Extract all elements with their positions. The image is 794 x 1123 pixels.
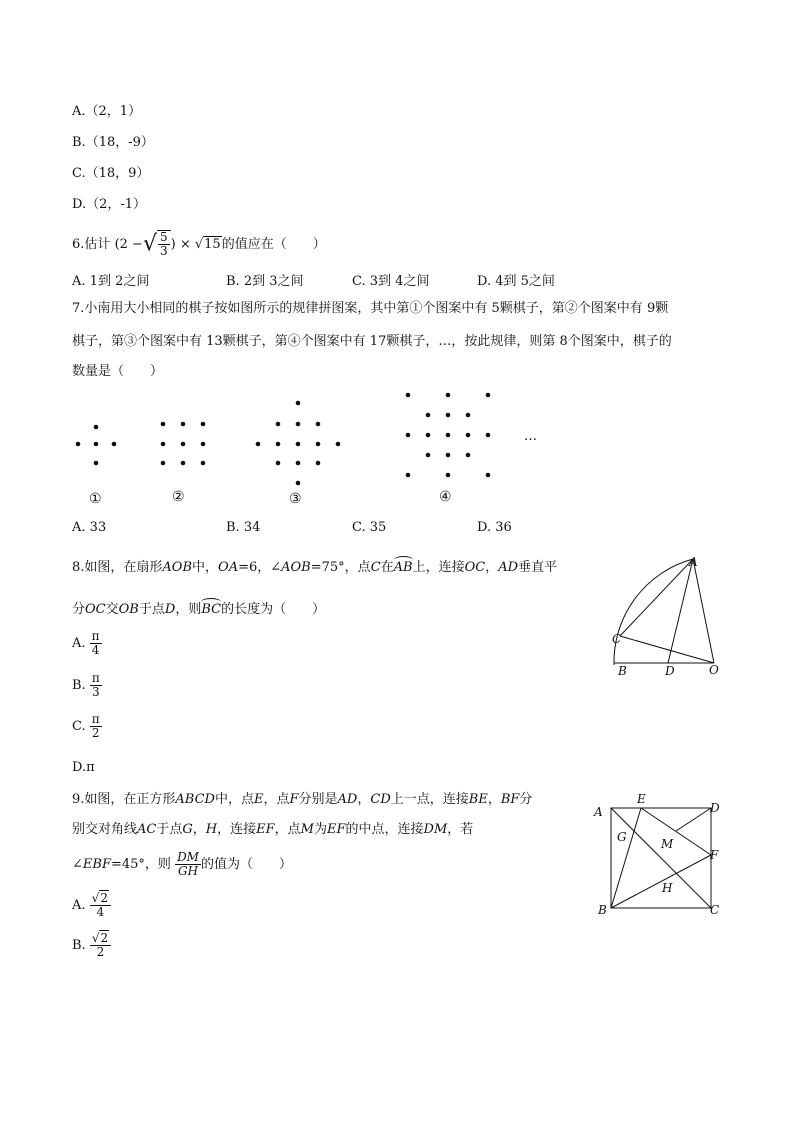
q6-sqrt-sign-2: √	[194, 237, 204, 252]
q6-option-d-label: D.	[477, 274, 492, 289]
q9-line-2: 别交对角线AC于点G，H，连接EF，点M为EF的中点，连接DM，若	[72, 822, 474, 837]
q7-pattern-4	[406, 393, 491, 478]
q6-radicand: 15	[204, 237, 221, 252]
q9-label-e: E	[637, 792, 646, 806]
q6-option-c-label: C.	[352, 274, 366, 289]
q8-arc-bc: BC	[201, 598, 221, 619]
q5-option-c	[72, 165, 149, 183]
q7-line-2: 棋子，第③个图案中有 13颗棋子，第④个图案中有 17颗棋子，…，按此规律，则第 8个图案中，棋子的	[72, 334, 672, 349]
q7-option-a-text: 33	[89, 520, 107, 535]
q6-frac-num: 5	[159, 230, 168, 244]
q7-option-d-label: D.	[477, 520, 492, 535]
q8-segment-oa	[693, 559, 714, 663]
q5-option-b-text: （18，-9）	[85, 135, 154, 150]
q7-fig-label-1: ①	[89, 491, 102, 507]
q9-label-h: H	[662, 881, 673, 895]
q7-ellipsis: …	[524, 429, 537, 444]
q9-option-a: A. $\frac{√2}{4}$	[72, 892, 111, 919]
q6-option-d	[477, 270, 555, 289]
q7-pattern-1	[76, 425, 117, 466]
q8-sector-figure	[604, 552, 744, 682]
q6-stem	[72, 230, 326, 259]
q7-line-1: 7.小南用大小相同的棋子按如图所示的规律拼图案，其中第①个图案中有 5颗棋子，第②个图案中有 9颗	[72, 301, 669, 316]
q5-option-d-label: D.	[72, 197, 87, 212]
q6-prefix: 估计	[84, 237, 111, 252]
q7-option-b-text: 34	[243, 520, 261, 535]
q7-patterns-figure	[0, 390, 794, 500]
q6-frac-den: 3	[159, 244, 168, 258]
q6-suffix: 的值应在（ ）	[221, 237, 326, 252]
q6-option-c-text: 3到 4之间	[369, 274, 430, 289]
q7-option-b	[226, 520, 260, 535]
q5-option-a-text: （2，1）	[85, 104, 142, 119]
q6-option-a	[72, 270, 149, 289]
q9-line-3: ∠EBF=45°，则 $\frac{DM}{GH}$ 的值为（ ）	[72, 850, 292, 878]
q7-option-c-text: 35	[369, 520, 387, 535]
q8-option-a: A. $\frac{\pi}{4}$	[72, 629, 100, 657]
q6-number: 6.	[72, 237, 85, 252]
q5-option-b	[72, 134, 154, 152]
q7-fig-label-2: ②	[172, 489, 185, 505]
q9-segment-dm	[676, 808, 711, 831]
q6-expr-two: (2 −	[114, 237, 143, 252]
q7-pattern-2	[161, 422, 206, 466]
q5-option-c-text: （18，9）	[85, 166, 150, 181]
q7-option-d	[477, 520, 512, 535]
q7-fig-label-4: ④	[439, 489, 452, 505]
q6-option-c	[352, 270, 429, 289]
q7-line-3: 数量是（ ）	[72, 364, 164, 379]
q5-option-c-label: C.	[72, 166, 86, 181]
q5-option-a	[72, 103, 141, 121]
q7-option-c	[352, 520, 386, 535]
q8-option-b: B. $\frac{\pi}{3}$	[72, 671, 100, 699]
q6-option-b-label: B.	[226, 274, 240, 289]
q9-line-1: 9.如图，在正方形ABCD中，点E，点F分别是AD，CD上一点，连接BE，BF分	[72, 792, 533, 807]
q8-option-c: C. $\frac{\pi}{2}$	[72, 712, 100, 740]
q8-arc-ab: AB	[394, 556, 413, 577]
q9-ratio-fraction: $\frac{DM}{GH}$	[177, 850, 199, 878]
q9-segment-bf	[611, 855, 711, 908]
q6-option-a-label: A.	[72, 274, 86, 289]
q8-line-2: 分OC交OB于点D，则BC的长度为（ ）	[72, 598, 325, 619]
q6-sqrt-sign: √	[142, 231, 157, 257]
q5-option-d	[72, 196, 146, 214]
q9-label-m: M	[661, 837, 674, 851]
q7-option-b-label: B.	[226, 520, 240, 535]
q9-label-a: A	[594, 805, 603, 819]
q6-option-a-text: 1到 2之间	[89, 274, 150, 289]
q7-option-a	[72, 520, 106, 535]
q8-segment-oc	[620, 636, 714, 663]
q5-option-b-label: B.	[72, 135, 86, 150]
q6-option-b	[226, 270, 304, 289]
q8-segment-ad	[668, 559, 693, 663]
q9-label-g: G	[617, 830, 627, 844]
q9-option-b: B. $\frac{√2}{2}$	[72, 932, 111, 959]
q6-option-d-text: 4到 5之间	[495, 274, 555, 289]
q5-option-d-text: （2，-1）	[86, 197, 147, 212]
q6-expr-mid: ) ×	[170, 237, 191, 252]
q7-option-d-text: 36	[495, 520, 512, 535]
q9-label-b: B	[598, 903, 607, 917]
q7-option-c-label: C.	[352, 520, 366, 535]
q8-arc-ab-curve	[614, 559, 693, 665]
q8-label-o: O	[709, 663, 719, 677]
q9-square-figure	[590, 790, 730, 920]
q8-label-a: A	[689, 555, 698, 569]
q7-fig-label-3: ③	[289, 491, 302, 507]
q5-option-a-label: A.	[72, 104, 86, 119]
q8-label-c: C	[612, 632, 622, 646]
q9-label-f: F	[710, 848, 719, 862]
q7-pattern-3	[256, 401, 341, 486]
q9-label-d: D	[710, 801, 720, 815]
q6-sqrt-fraction	[157, 230, 171, 259]
q8-option-d: D.π	[72, 760, 95, 775]
q7-option-a-label: A.	[72, 520, 86, 535]
q9-label-c: C	[710, 903, 720, 917]
q8-label-b: B	[618, 664, 627, 678]
q8-line-1: 8.如图，在扇形AOB中，OA=6，∠AOB=75°，点C在AB上，连接OC，AD垂直平	[72, 556, 557, 577]
q8-label-d: D	[665, 664, 675, 678]
q6-option-b-text: 2到 3之间	[243, 274, 304, 289]
q8-segment-ac	[620, 559, 693, 636]
